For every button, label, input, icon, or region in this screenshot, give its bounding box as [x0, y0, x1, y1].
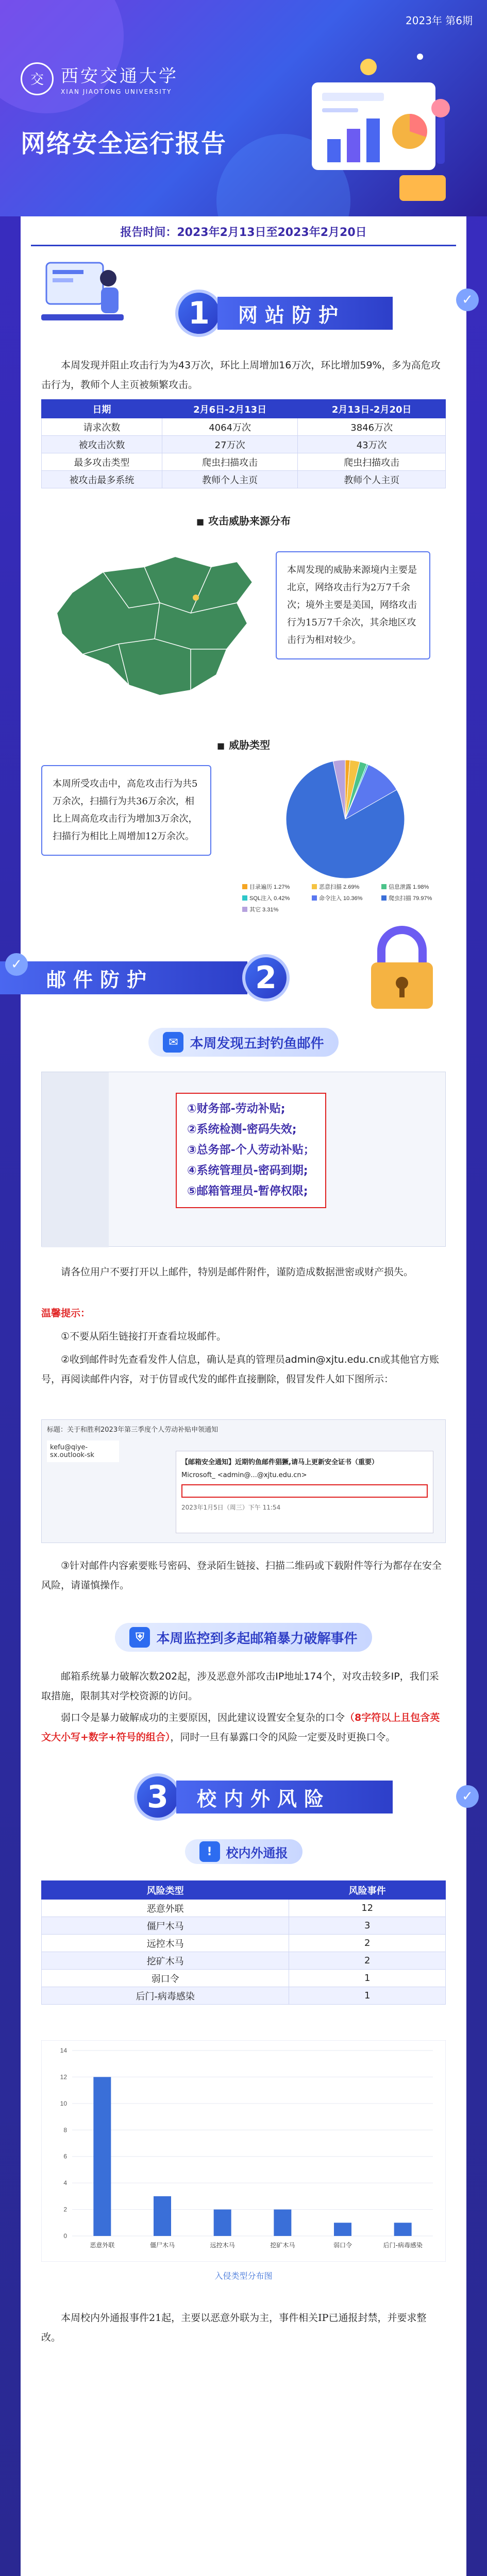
table-row	[42, 418, 446, 436]
table-header: 日期	[42, 400, 162, 418]
table-cell: 被攻击次数	[42, 436, 162, 453]
phish-advice: 请各位用户不要打开以上邮件，特别是邮件附件，谨防造成数据泄密或财产损失。	[61, 1266, 414, 1278]
table-cell: 教师个人主页	[298, 471, 446, 488]
list-item: ④系统管理员-密码到期;	[187, 1164, 308, 1177]
check-icon: ✓	[5, 953, 28, 976]
table-cell: 1	[289, 1987, 446, 2005]
notice-pill-wrap	[21, 1839, 466, 1864]
bar	[214, 2210, 231, 2236]
bar	[394, 2223, 412, 2236]
table-row	[42, 1952, 446, 1970]
brute-advice	[41, 1708, 446, 1747]
table-cell: 4064万次	[162, 418, 298, 436]
section1-title: 网站防护	[217, 297, 393, 330]
table-cell: 3	[289, 1917, 446, 1935]
table-row	[42, 1987, 446, 2005]
brute-advice-a: 弱口令是暴力破解成功的主要原因，因此建议设置安全复杂的口令	[61, 1712, 345, 1723]
table-header: 风险事件	[289, 1881, 446, 1900]
tip-3: ③针对邮件内容索要账号密码、登录陌生链接、扫描二维码或下载附件等行为都存在安全风险，请谨慎操作。	[41, 1560, 442, 1591]
shield-icon: ⛨	[129, 1627, 150, 1648]
legend-swatch	[242, 884, 247, 889]
risk-table	[41, 1880, 446, 2005]
legend-label: 爬虫扫描 79.97%	[389, 895, 432, 902]
threat-note: 本周所受攻击中，高危攻击行为共5万余次，扫描行为共36万余次，相比上周高危攻击行为增加3万余次，扫描行为相比上周增加12万余次。	[41, 765, 211, 856]
table-cell: 请求次数	[42, 418, 162, 436]
tip-label: 温馨提示：	[41, 1308, 91, 1319]
table-row	[42, 436, 446, 453]
chart-caption: 入侵类型分布图	[214, 2271, 273, 2281]
legend-swatch	[312, 895, 317, 901]
decor-blob	[0, 0, 124, 113]
header-banner	[0, 0, 487, 216]
y-tick-label: 0	[63, 2232, 67, 2240]
table-cell: 最多攻击类型	[42, 453, 162, 471]
legend-label: 信息泄露 1.98%	[389, 884, 429, 890]
table-header: 2月13日-2月20日	[298, 400, 446, 418]
section3-summary: 本周校内外通报事件21起，主要以恶意外联为主，事件相关IP已通报封禁，并要求整改。	[41, 2312, 427, 2343]
table-cell: 2	[289, 1935, 446, 1952]
seal-icon: 交	[21, 62, 54, 95]
table-cell: 挖矿木马	[42, 1952, 289, 1970]
fake-sender-screenshot	[41, 1419, 446, 1543]
tip-2: ②收到邮件时先查看发件人信息，确认是真的管理员admin@xjtu.edu.cn或其他官方账号，再阅读邮件内容，对于仿冒或代发的邮件直接删除，假冒发件人如下图所示：	[41, 1354, 439, 1385]
screenshot-from: kefu@qiye-sx.outlook-sk	[47, 1440, 119, 1462]
bar	[334, 2223, 351, 2236]
table-row	[42, 1900, 446, 1917]
brute-advice-red: （8字符以上且包含英文大小写+数字+符号的组合）	[41, 1712, 440, 1743]
legend-label: SQL注入 0.42%	[249, 895, 290, 902]
legend-label: 命令注入 10.36%	[319, 895, 363, 902]
screenshot2-from: Microsoft_ <admin@...@xjtu.edu.cn>	[181, 1471, 307, 1479]
notice-heading	[185, 1839, 303, 1864]
attack-stats-table	[41, 399, 446, 488]
phish-heading	[148, 1028, 338, 1057]
university-logo	[21, 62, 178, 95]
x-tick-label: 后门-病毒感染	[383, 2242, 423, 2249]
table-cell: 12	[289, 1900, 446, 1917]
table-cell: 2	[289, 1952, 446, 1970]
table-cell: 弱口令	[42, 1970, 289, 1987]
section3-title: 校内外风险	[176, 1781, 393, 1814]
mail-sidebar	[42, 1072, 109, 1247]
list-item: ⑤邮箱管理员-暂停权限;	[187, 1185, 308, 1198]
section1-intro: 本周发现并阻止攻击行为为43万次，环比上周增加16万次，环比增加59%，多为高危攻击行为，教师个人主页被频繁攻击。	[41, 360, 441, 391]
table-cell: 27万次	[162, 436, 298, 453]
table-cell: 43万次	[298, 436, 446, 453]
brute-pill-wrap	[21, 1623, 466, 1652]
source-note: 本周发现的威胁来源境内主要是北京，网络攻击行为2万7千余次；境外主要是美国，网络攻击行为15万7千余次，其余地区攻击行为相对较少。	[276, 551, 430, 659]
list-item: ①财务部-劳动补贴;	[187, 1103, 286, 1115]
section2-number: 2	[242, 954, 290, 1002]
issue-number: 2023年 第6期	[406, 14, 473, 27]
phish-pill-wrap	[21, 1028, 466, 1057]
table-cell: 被攻击最多系统	[42, 471, 162, 488]
source-distribution-title: ■ 攻击威胁来源分布	[21, 513, 466, 528]
section1-number: 1	[175, 290, 223, 337]
x-tick-label: 挖矿木马	[270, 2242, 295, 2249]
legend-swatch	[312, 884, 317, 889]
x-tick-label: 恶意外联	[90, 2242, 115, 2249]
tip-1: ①不要从陌生链接打开查看垃圾邮件。	[61, 1331, 227, 1342]
y-tick-label: 14	[60, 2047, 67, 2054]
table-row	[42, 453, 446, 471]
table-header: 风险类型	[42, 1881, 289, 1900]
analytics-illustration-icon	[291, 36, 466, 206]
table-row	[42, 1935, 446, 1952]
table-cell: 教师个人主页	[162, 471, 298, 488]
table-cell: 恶意外联	[42, 1900, 289, 1917]
screenshot-subject: 标题：关于和胜利2023年第三季度个人劳动补贴申领通知	[47, 1426, 219, 1434]
screenshot2-time: 2023年1月5日（周三）下午 11:54	[181, 1504, 281, 1511]
legend-swatch	[381, 884, 387, 889]
check-icon: ✓	[456, 289, 479, 311]
brute-heading-text: 本周监控到多起邮箱暴力破解事件	[156, 1631, 358, 1647]
padlock-illustration-icon	[350, 922, 454, 1015]
university-name-cn: 西安交通大学	[61, 66, 178, 87]
legend-label: 其它 3.31%	[249, 907, 279, 913]
highlight-box	[181, 1484, 428, 1498]
legend-label: 目录遍历 1.27%	[249, 884, 290, 890]
table-cell: 1	[289, 1970, 446, 1987]
section1-banner	[175, 289, 393, 338]
legend-label: 恶意扫描 2.69%	[319, 884, 360, 890]
legend-swatch	[242, 907, 247, 912]
section3-number: 3	[134, 1773, 181, 1821]
legend-swatch	[381, 895, 387, 901]
brute-text: 邮箱系统暴力破解次数202起，涉及恶意外部攻击IP地址174个，对攻击较多IP，我们采取措施，限制其对学校资源的访问。	[41, 1671, 439, 1702]
report-time: 报告时间：2023年2月13日至2023年2月20日	[120, 226, 367, 239]
page-title: 网络安全运行报告	[21, 129, 227, 158]
screenshot-popup	[176, 1451, 433, 1533]
phish-list	[176, 1093, 326, 1208]
envelope-icon: ✉	[163, 1032, 183, 1053]
university-name-en: XIAN JIAOTONG UNIVERSITY	[61, 88, 172, 95]
alert-icon: !	[199, 1841, 220, 1862]
check-icon: ✓	[456, 1785, 479, 1808]
table-cell: 爬虫扫描攻击	[298, 453, 446, 471]
y-tick-label: 10	[60, 2099, 67, 2107]
desk-illustration-icon	[31, 242, 134, 340]
bar	[93, 2077, 111, 2236]
phishing-screenshot	[41, 1072, 446, 1247]
list-item: ②系统检测-密码失效;	[187, 1123, 297, 1136]
table-cell: 后门-病毒感染	[42, 1987, 289, 2005]
table-cell: 3846万次	[298, 418, 446, 436]
list-item: ③总务部-个人劳动补贴；	[187, 1144, 315, 1157]
risk-bar-chart	[41, 2040, 446, 2262]
table-cell: 远控木马	[42, 1935, 289, 1952]
table-row	[42, 471, 446, 488]
screenshot2-title: 【邮箱安全通知】近期钓鱼邮件猖獗,请马上更新安全证书（重要）	[181, 1459, 378, 1466]
brute-advice-b: ，同时一旦有暴露口令的风险一定要及时更换口令。	[170, 1732, 396, 1743]
table-cell: 爬虫扫描攻击	[162, 453, 298, 471]
x-tick-label: 远控木马	[210, 2242, 235, 2249]
x-tick-label: 弱口令	[333, 2242, 352, 2249]
notice-heading-text: 校内外通报	[226, 1845, 288, 1860]
y-tick-label: 8	[63, 2126, 67, 2134]
phish-heading-text: 本周发现五封钓鱼邮件	[190, 1036, 324, 1052]
content-card	[21, 216, 466, 2576]
table-row	[42, 1970, 446, 1987]
y-tick-label: 2	[63, 2206, 67, 2213]
y-tick-label: 6	[63, 2153, 67, 2160]
bar	[154, 2196, 171, 2236]
y-tick-label: 12	[60, 2073, 67, 2081]
table-cell: 僵尸木马	[42, 1917, 289, 1935]
china-map-icon	[41, 536, 263, 706]
section2-banner	[0, 953, 290, 1003]
table-header: 2月6日-2月13日	[162, 400, 298, 418]
bar	[274, 2210, 291, 2236]
y-tick-label: 4	[63, 2179, 67, 2187]
x-tick-label: 僵尸木马	[149, 2242, 175, 2249]
threat-type-title: ■ 威胁类型	[21, 737, 466, 752]
section3-banner	[134, 1772, 393, 1822]
section2-title: 邮件防护	[0, 961, 247, 994]
legend-swatch	[242, 895, 247, 901]
brute-heading	[115, 1623, 372, 1652]
threat-type-pie-chart	[237, 752, 454, 927]
table-row	[42, 1917, 446, 1935]
